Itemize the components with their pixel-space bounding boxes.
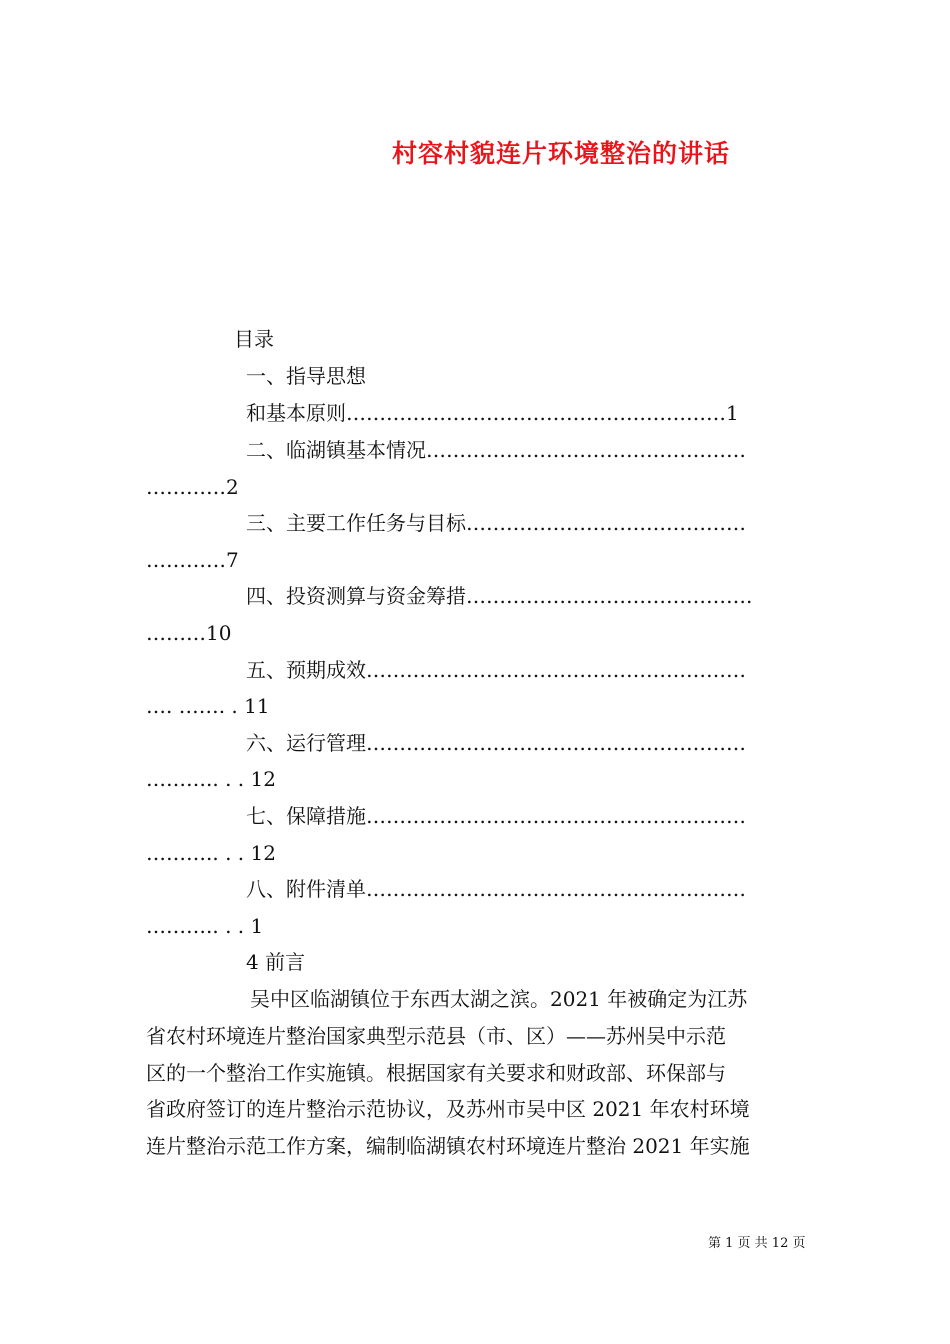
toc-line: 二、临湖镇基本情况………………………………………… [246,438,746,462]
page-footer: 第 1 页 共 12 页 [708,1236,806,1251]
toc-line: ……….. . . 12 [146,841,276,865]
toc-line: …. ……. . 11 [146,694,270,718]
toc-line: 三、主要工作任务与目标…………………………………… [246,511,746,535]
toc-line: …………7 [146,548,239,572]
body-line: 连片整治示范工作方案，编制临湖镇农村环境连片整治 2021 年实施 [146,1134,750,1158]
toc-line: ………10 [146,621,232,645]
toc-line: 六、运行管理………………………………………………… [246,731,746,755]
body-line: 区的一个整治工作实施镇。根据国家有关要求和财政部、环保部与 [146,1061,726,1085]
toc-line: …………2 [146,475,239,499]
toc-heading: 目录 [234,327,274,351]
toc-line: 和基本原则…………………………………………………1 [246,401,739,425]
body-line: 省农村环境连片整治国家典型示范县（市、区）——苏州吴中示范 [146,1024,726,1048]
body-line: 省政府签订的连片整治示范协议，及苏州市吴中区 2021 年农村环境 [146,1097,750,1121]
toc-line: 五、预期成效………………………………………………… [246,658,746,682]
toc-line: ……….. . . 1 [146,914,264,938]
toc-line: 一、指导思想 [246,364,366,388]
body-line: 吴中区临湖镇位于东西太湖之滨。2021 年被确定为江苏 [250,987,748,1011]
toc-line: 四、投资测算与资金筹措……………………………………. [246,584,753,608]
toc-line: 八、附件清单………………………………………………… [246,877,746,901]
toc-line: 七、保障措施………………………………………………… [246,804,746,828]
toc-line: 4 前言 [246,950,306,974]
toc-line: ……….. . . 12 [146,767,276,791]
document-title: 村容村貌连片环境整治的讲话 [392,139,731,168]
